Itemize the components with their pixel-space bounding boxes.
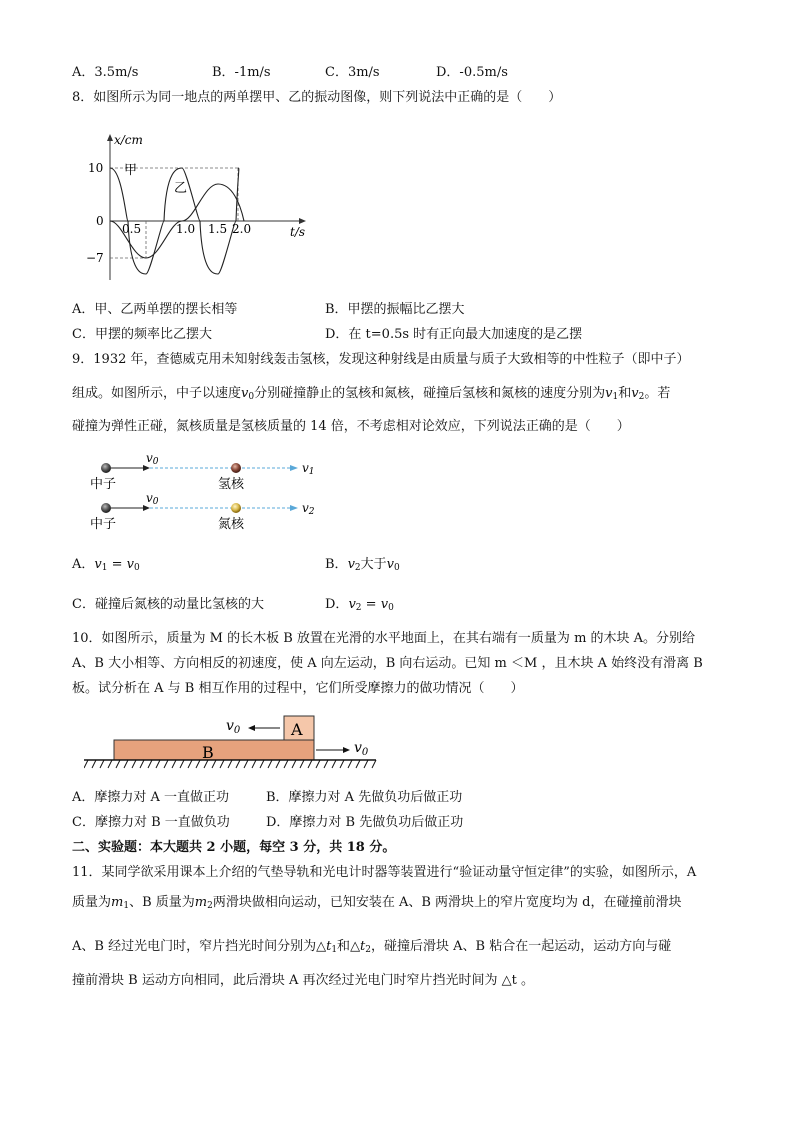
q8-option-c: C．甲摆的频率比乙摆大 [72, 327, 212, 342]
q10-option-b: B．摩擦力对 A 先做负功后做正功 [266, 790, 463, 805]
q11-line4: 撞前滑块 B 运动方向相同，此后滑块 A 再次经过光电门时窄片挡光时间为 △t 。 [72, 973, 534, 988]
q10-option-a: A．摩擦力对 A 一直做正功 [72, 790, 230, 805]
q8-stem: 8．如图所示为同一地点的两单摆甲、乙的振动图像，则下列说法中正确的是（ ） [72, 90, 562, 105]
q9-line3: 碰撞为弹性正碰，氮核质量是氢核质量的 14 倍，不考虑相对论效应，下列说法正确的是（ ） [72, 419, 630, 434]
q8-option-d: D．在 t=0.5s 时有正向最大加速度的是乙摆 [325, 327, 583, 342]
q9-collision-figure [84, 452, 344, 540]
q9-line1: 9．1932 年，查德威克用未知射线轰击氢核，发现这种射线是由质量与质子大致相等的中性粒子（即中子） [72, 352, 690, 367]
q8-vibration-graph [84, 128, 324, 288]
label-hydrogen: 氢核 [218, 477, 245, 492]
q11-line2: 质量为$m_1$、B 质量为$m_2$两滑块做相向运动，已知安装在 A、B 两滑块上的窄片宽度均为 d，在碰撞前滑块 [72, 895, 682, 911]
label-neutron-1: 中子 [90, 477, 117, 492]
svg-text:v0: $v_0$ [226, 718, 241, 736]
label-yi: 乙 [174, 181, 188, 196]
label-board-b: B [202, 743, 214, 762]
q10-option-d: D．摩擦力对 B 先做负功后做正功 [266, 815, 464, 830]
q9-option-d: D．$v_2 = v_0$ [325, 597, 394, 613]
q7-option-a: A．3.5m/s [72, 65, 139, 80]
q10-option-c: C．摩擦力对 B 一直做负功 [72, 815, 230, 830]
svg-text:v2: v2 [302, 501, 315, 517]
y-tick-0: 0 [96, 214, 104, 228]
x-tick-2-0: 2.0 [232, 222, 252, 236]
q9-line2: 组成。如图所示，中子以速度$v_0$分别碰撞静止的氢核和氮核，碰撞后氢核和氮核的速度分别为$v_1$和$v_2$。若 [72, 386, 671, 402]
x-tick-1-0: 1.0 [176, 222, 196, 236]
q11-line3: A、B 经过光电门时，窄片挡光时间分别为$\triangle t_1$和$\triangle t_2$，碰撞后滑块 A、B 粘合在一起运动，运动方向与碰 [72, 939, 672, 955]
q9-option-a: A．$v_1 = v_0$ [72, 557, 140, 573]
q7-option-c: C．3m/s [325, 65, 380, 80]
q9-option-c: C．碰撞后氮核的动量比氢核的大 [72, 597, 264, 612]
svg-text:v0: v0 [146, 491, 159, 507]
y-axis-label: x/cm [114, 133, 143, 147]
q10-line3: 板。试分析在 A 与 B 相互作用的过程中，它们所受摩擦力的做功情况（ ） [72, 681, 524, 696]
y-tick-10: 10 [88, 161, 104, 175]
q11-line1: 11．某同学欲采用课本上介绍的气垫导轨和光电计时器等装置进行“验证动量守恒定律”的实验，如图所示，A [72, 865, 697, 880]
label-block-a: A [291, 720, 303, 739]
q10-line2: A、B 大小相等、方向相反的初速度，使 A 向左运动，B 向右运动。已知 m ＜M ，且木块 A 始终没有滑离 B [72, 656, 703, 671]
svg-text:v0: v0 [146, 452, 159, 467]
label-jia: 甲 [124, 163, 138, 178]
q9-option-b: B．$v_2$大于$v_0$ [325, 557, 400, 573]
label-nitrogen: 氮核 [218, 517, 245, 532]
x-axis-label: t/s [290, 225, 306, 239]
q8-option-a: A．甲、乙两单摆的摆长相等 [72, 302, 238, 317]
svg-text:v0: $v_0$ [354, 740, 369, 758]
x-tick-1-5: 1.5 [208, 222, 228, 236]
q8-option-b: B．甲摆的振幅比乙摆大 [325, 302, 465, 317]
q7-option-d: D．-0.5m/s [436, 65, 508, 80]
svg-text:v1: v1 [302, 461, 315, 477]
q10-board-figure [84, 712, 384, 774]
x-tick-0-5: 0.5 [122, 222, 142, 236]
section-2-title: 二、实验题：本大题共 2 小题，每空 3 分，共 18 分。 [72, 840, 396, 855]
label-neutron-2: 中子 [90, 517, 117, 532]
q10-line1: 10．如图所示，质量为 M 的长木板 B 放置在光滑的水平地面上，在其右端有一质量为 m 的木块 A。分别给 [72, 631, 696, 646]
q7-option-b: B．-1m/s [212, 65, 271, 80]
y-tick-neg7: −7 [86, 251, 104, 265]
